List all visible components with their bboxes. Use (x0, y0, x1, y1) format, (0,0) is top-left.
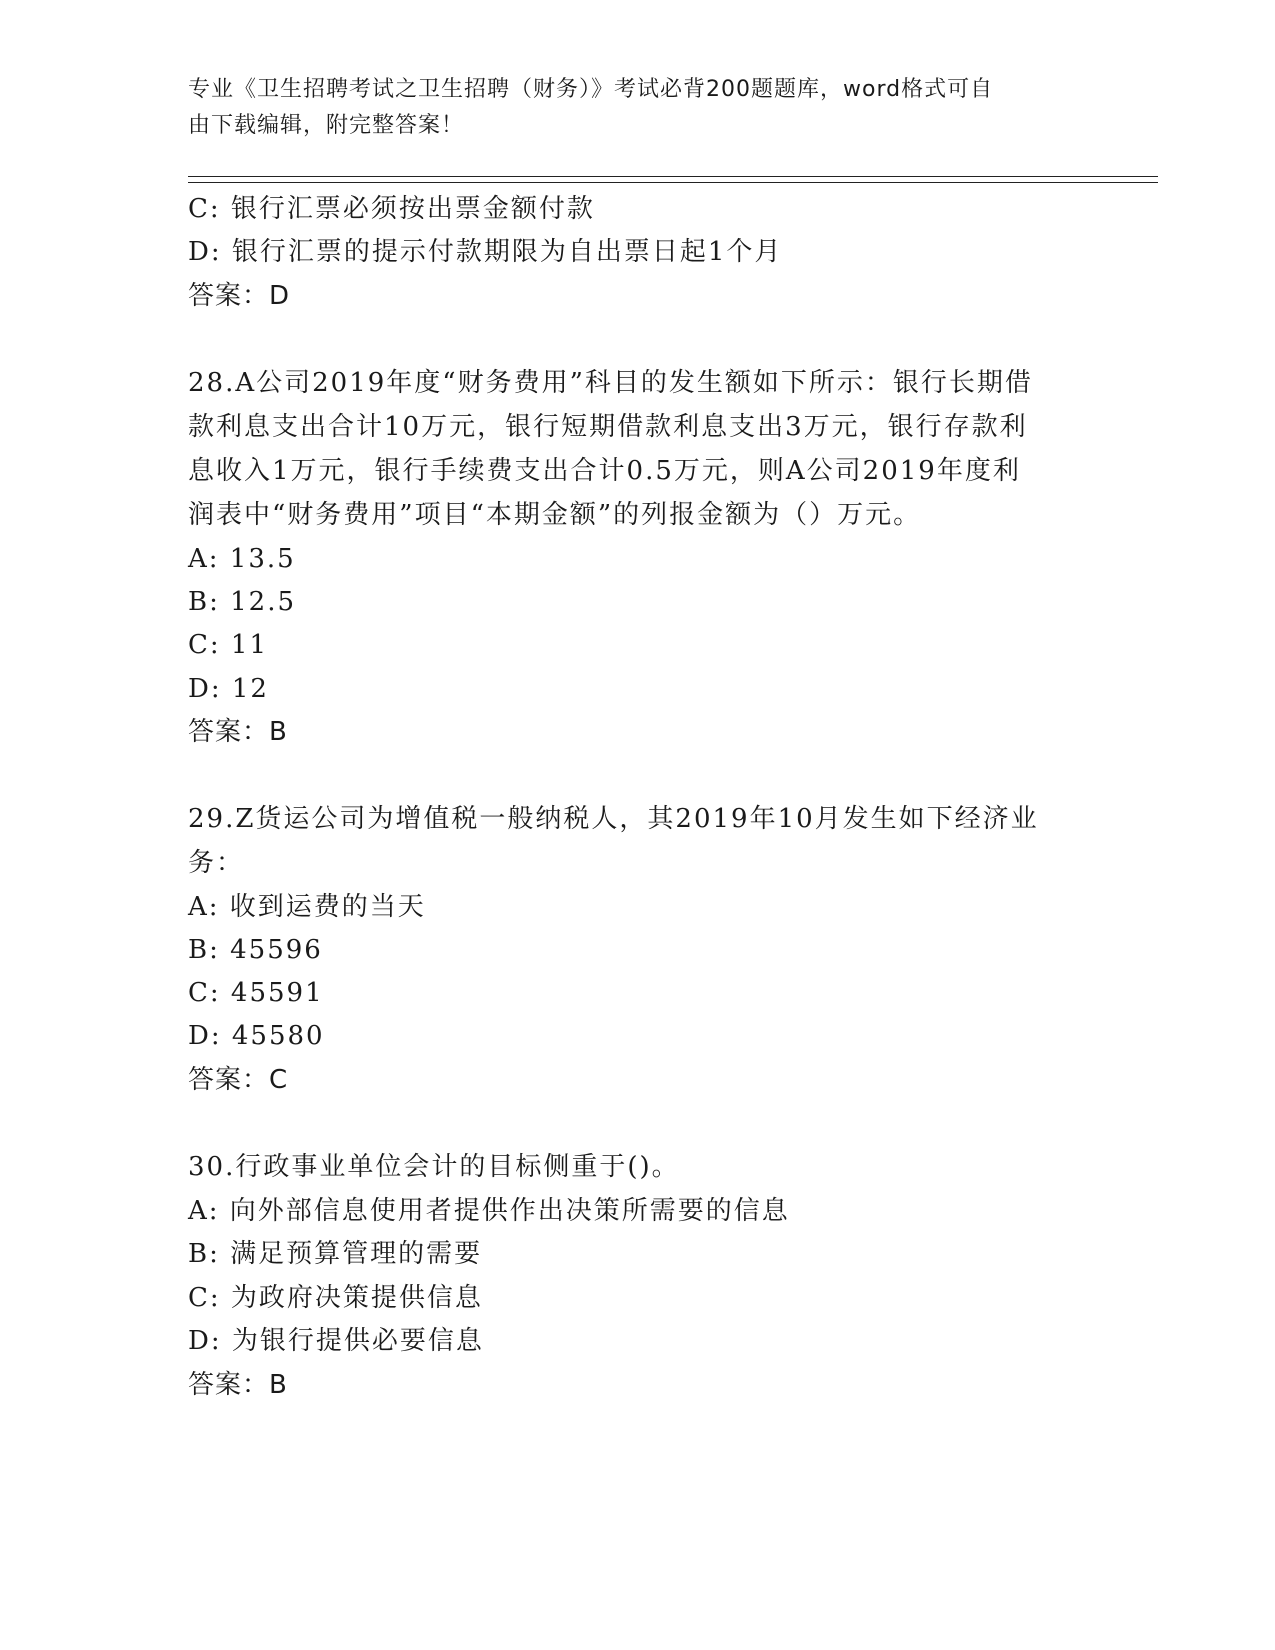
q30-option-d: D: 为银行提供必要信息 (188, 1326, 484, 1356)
q28-stem-line-3: 息收入1万元，银行手续费支出合计0.5万元，则A公司2019年度利 (188, 456, 1021, 486)
q29-stem-line-1: 29.Z货运公司为增值税一般纳税人，其2019年10月发生如下经济业 (188, 804, 1039, 834)
header-line-2: 由下载编辑，附完整答案！ (188, 113, 465, 138)
q30-option-b: B: 满足预算管理的需要 (188, 1239, 483, 1269)
header-divider-bottom (188, 182, 1158, 183)
q29-option-c: C: 45591 (188, 978, 324, 1008)
q28-option-d: D: 12 (188, 674, 269, 704)
document-header (188, 72, 1068, 144)
q28-answer: 答案：B (188, 717, 288, 747)
q30-option-a: A: 向外部信息使用者提供作出决策所需要的信息 (188, 1196, 790, 1226)
q30-option-c: C: 为政府决策提供信息 (188, 1283, 483, 1313)
q29-stem-line-2: 务： (188, 848, 245, 878)
q29-option-b: B: 45596 (188, 935, 323, 965)
q27-option-d: D: 银行汇票的提示付款期限为自出票日起1个月 (188, 237, 783, 267)
header-line-1: 专业《卫生招聘考试之卫生招聘（财务）》考试必背200题题库，word格式可自 (188, 77, 994, 102)
q30-answer: 答案：B (188, 1370, 288, 1400)
q30-stem-line-1: 30.行政事业单位会计的目标侧重于()。 (188, 1152, 680, 1182)
q29-option-d: D: 45580 (188, 1021, 325, 1051)
q28-stem-line-1: 28.A公司2019年度“财务费用”科目的发生额如下所示：银行长期借 (188, 368, 1033, 398)
q28-stem-line-2: 款利息支出合计10万元，银行短期借款利息支出3万元，银行存款利 (188, 412, 1028, 442)
q27-answer: 答案：D (188, 281, 291, 311)
q28-option-a: A: 13.5 (188, 544, 296, 574)
q29-answer: 答案：C (188, 1065, 289, 1095)
q28-option-c: C: 11 (188, 630, 269, 660)
q29-option-a: A: 收到运费的当天 (188, 892, 426, 922)
q28-stem-line-4: 润表中“财务费用”项目“本期金额”的列报金额为（）万元。 (188, 500, 922, 530)
header-divider-top (188, 176, 1158, 177)
q27-option-c: C: 银行汇票必须按出票金额付款 (188, 194, 595, 224)
q28-option-b: B: 12.5 (188, 587, 297, 617)
